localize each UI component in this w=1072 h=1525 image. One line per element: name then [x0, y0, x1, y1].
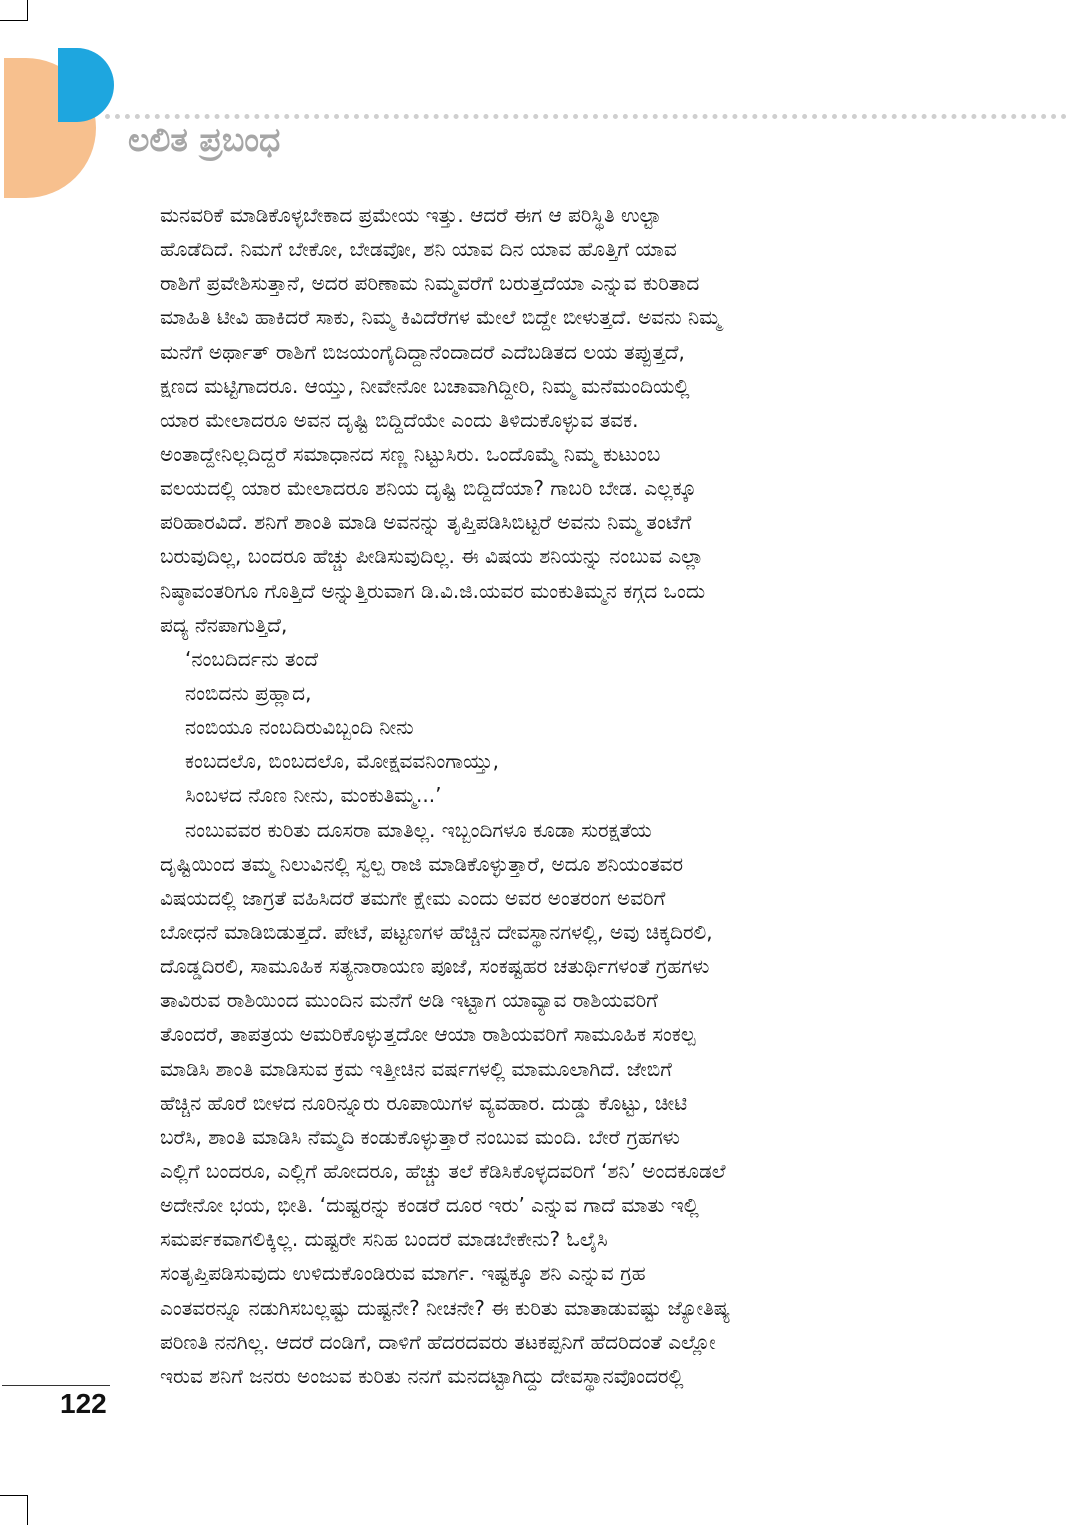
body-line: ಎಲ್ಲಿಗೆ ಬಂದರೂ, ಎಲ್ಲಿಗೆ ಹೋದರೂ, ಹೆಚ್ಚು ತಲೆ ಕೆಡಿಸಿಕೊಳ್ಳದವರಿಗೆ ‘ಶನಿ’ ಅಂದಕೂಡಲೆ [160, 1158, 726, 1183]
body-line: ತಾವಿರುವ ರಾಶಿಯಿಂದ ಮುಂದಿನ ಮನೆಗೆ ಅಡಿ ಇಟ್ಟಾಗ ಯಾವ್ಯಾವ ರಾಶಿಯವರಿಗೆ [160, 988, 658, 1013]
body-line: ಬರೆಸಿ, ಶಾಂತಿ ಮಾಡಿಸಿ ನೆಮ್ಮದಿ ಕಂಡುಕೊಳ್ಳುತ್ತಾರೆ ನಂಬುವ ಮಂದಿ. ಬೇರೆ ಗ್ರಹಗಳು [160, 1124, 680, 1149]
body-line: ಪರಿಣತಿ ನನಗಿಲ್ಲ. ಆದರೆ ದಂಡಿಗೆ, ದಾಳಿಗೆ ಹೆದರದವರು ತಟಕಪ್ಪನಿಗೆ ಹೆದರಿದಂತೆ ಎಲ್ಲೋ [160, 1329, 716, 1354]
body-line: ಎಂತವರನ್ನೂ ನಡುಗಿಸಬಲ್ಲಷ್ಟು ದುಷ್ಟನೇ? ನೀಚನೇ? ಈ ಕುರಿತು ಮಾತಾಡುವಷ್ಟು ಜ್ಯೋತಿಷ್ಯ [160, 1295, 731, 1320]
body-line: ಕ್ಷಣದ ಮಟ್ಟಿಗಾದರೂ. ಆಯ್ತು, ನೀವೇನೋ ಬಚಾವಾಗಿದ್ದೀರಿ, ನಿಮ್ಮ ಮನೆಮಂದಿಯಲ್ಲಿ [160, 373, 690, 398]
poem-line: ಸಿಂಬಳದ ನೊಣ ನೀನು, ಮಂಕುತಿಮ್ಮ...’ [185, 783, 442, 808]
body-line: ಅಂತಾದ್ದೇನಿಲ್ಲದಿದ್ದರೆ ಸಮಾಧಾನದ ಸಣ್ಣ ನಿಟ್ಟುಸಿರು. ಒಂದೊಮ್ಮೆ ನಿಮ್ಮ ಕುಟುಂಬ [160, 441, 661, 466]
page-number: 122 [60, 1388, 107, 1419]
body-line: ಬರುವುದಿಲ್ಲ, ಬಂದರೂ ಹೆಚ್ಚು ಪೀಡಿಸುವುದಿಲ್ಲ. ಈ ವಿಷಯ ಶನಿಯನ್ನು ನಂಬುವ ಎಲ್ಲಾ [160, 544, 704, 569]
body-line: ಸಮರ್ಪಕವಾಗಲಿಕ್ಕಿಲ್ಲ. ದುಷ್ಟರೇ ಸನಿಹ ಬಂದರೆ ಮಾಡಬೇಕೇನು? ಓಲೈಸಿ [160, 1227, 608, 1252]
body-line: ಬೋಧನೆ ಮಾಡಿಬಿಡುತ್ತದೆ. ಪೇಟೆ, ಪಟ್ಟಣಗಳ ಹೆಚ್ಚಿನ ದೇವಸ್ಥಾನಗಳಲ್ಲಿ, ಅವು ಚಿಕ್ಕದಿರಲಿ, [160, 919, 713, 944]
article-body [160, 198, 920, 1393]
crop-mark-bottom-left-vertical [27, 1495, 28, 1525]
body-line: ಪರಿಹಾರವಿದೆ. ಶನಿಗೆ ಶಾಂತಿ ಮಾಡಿ ಅವನನ್ನು ತೃಪ್ತಿಪಡಿಸಿಬಿಟ್ಟರೆ ಅವನು ನಿಮ್ಮ ತಂಟೆಗೆ [160, 510, 692, 535]
crop-mark-top-left-vertical [27, 0, 28, 20]
poem-line: ನಂಬಿದನು ಪ್ರಹ್ಲಾದ, [185, 680, 312, 705]
body-line: ವಲಯದಲ್ಲಿ ಯಾರ ಮೇಲಾದರೂ ಶನಿಯ ದೃಷ್ಟಿ ಬಿದ್ದಿದೆಯಾ? ಗಾಬರಿ ಬೇಡ. ಎಲ್ಲಕ್ಕೂ [160, 476, 697, 501]
crop-mark-bottom-left [0, 1495, 28, 1496]
poem-line: ಕಂಬದಲೊ, ಬಿಂಬದಲೊ, ಮೋಕ್ಷವವನಿಂಗಾಯ್ತು, [185, 749, 499, 774]
body-line: ಹೊಡೆದಿದೆ. ನಿಮಗೆ ಬೇಕೋ, ಬೇಡವೋ, ಶನಿ ಯಾವ ದಿನ ಯಾವ ಹೊತ್ತಿಗೆ ಯಾವ [160, 237, 677, 262]
body-line: ದೃಷ್ಟಿಯಿಂದ ತಮ್ಮ ನಿಲುವಿನಲ್ಲಿ ಸ್ವಲ್ಪ ರಾಜಿ ಮಾಡಿಕೊಳ್ಳುತ್ತಾರೆ, ಅದೂ ಶನಿಯಂತವರ [160, 851, 684, 876]
body-line: ದೊಡ್ಡದಿರಲಿ, ಸಾಮೂಹಿಕ ಸತ್ಯನಾರಾಯಣ ಪೂಜೆ, ಸಂಕಷ್ಟಹರ ಚತುರ್ಥಿಗಳಂತೆ ಗ್ರಹಗಳು [160, 954, 710, 979]
body-line: ಸಂತೃಪ್ತಿಪಡಿಸುವುದು ಉಳಿದುಕೊಂಡಿರುವ ಮಾರ್ಗ. ಇಷ್ಟಕ್ಕೂ ಶನಿ ಎನ್ನುವ ಗ್ರಹ [160, 1261, 646, 1286]
body-line: ವಿಷಯದಲ್ಲಿ ಜಾಗ್ರತೆ ವಹಿಸಿದರೆ ತಮಗೇ ಕ್ಷೇಮ ಎಂದು ಅವರ ಅಂತರಂಗ ಅವರಿಗೆ [160, 885, 666, 910]
crop-mark-top-left [0, 20, 28, 21]
poem-line: ನಂಬಿಯೂ ನಂಬದಿರುವಿಬ್ಬಂದಿ ನೀನು [185, 715, 414, 740]
body-line: ಮಾಹಿತಿ ಟೀವಿ ಹಾಕಿದರೆ ಸಾಕು, ನಿಮ್ಮ ಕಿವಿದೆರೆಗಳ ಮೇಲೆ ಬಿದ್ದೇ ಬೀಳುತ್ತದೆ. ಅವನು ನಿಮ್ಮ [160, 305, 721, 330]
body-line: ರಾಶಿಗೆ ಪ್ರವೇಶಿಸುತ್ತಾನೆ, ಅದರ ಪರಿಣಾಮ ನಿಮ್ಮವರೆಗೆ ಬರುತ್ತದೆಯಾ ಎನ್ನುವ ಕುರಿತಾದ [160, 271, 700, 296]
decorative-blue-shape [58, 48, 114, 122]
body-line: ತೊಂದರೆ, ತಾಪತ್ರಯ ಅಮರಿಕೊಳ್ಳುತ್ತದೋ ಆಯಾ ರಾಶಿಯವರಿಗೆ ಸಾಮೂಹಿಕ ಸಂಕಲ್ಪ [160, 1022, 696, 1047]
body-line: ಅದೇನೋ ಭಯ, ಭೀತಿ. ‘ದುಷ್ಟರನ್ನು ಕಂಡರೆ ದೂರ ಇರು’ ಎನ್ನುವ ಗಾದೆ ಮಾತು ಇಲ್ಲಿ [160, 1193, 699, 1218]
body-line: ಮಾಡಿಸಿ ಶಾಂತಿ ಮಾಡಿಸುವ ಕ್ರಮ ಇತ್ತೀಚಿನ ವರ್ಷಗಳಲ್ಲಿ ಮಾಮೂಲಾಗಿದೆ. ಜೇಬಿಗೆ [160, 1056, 672, 1081]
body-line: ಮನೆಗೆ ಅರ್ಥಾತ್ ರಾಶಿಗೆ ಬಿಜಯಂಗೈದಿದ್ದಾನೆಂದಾದರೆ ಎದೆಬಡಿತದ ಲಯ ತಪ್ಪುತ್ತದೆ, [160, 339, 685, 364]
poem-line: ‘ನಂಬದಿರ್ದನು ತಂದೆ [185, 646, 319, 671]
body-line: ಮನವರಿಕೆ ಮಾಡಿಕೊಳ್ಳಬೇಕಾದ ಪ್ರಮೇಯ ಇತ್ತು. ಆದರೆ ಈಗ ಆ ಪರಿಸ್ಥಿತಿ ಉಲ್ಟಾ [160, 203, 661, 227]
body-line: ಪದ್ಯ ನೆನಪಾಗುತ್ತಿದೆ, [160, 612, 288, 637]
section-title: ಲಲಿತ ಪ್ರಬಂಧ [128, 120, 281, 159]
body-line: ಇರುವ ಶನಿಗೆ ಜನರು ಅಂಜುವ ಕುರಿತು ನನಗೆ ಮನದಟ್ಟಾಗಿದ್ದು ದೇವಸ್ಥಾನವೊಂದರಲ್ಲಿ [160, 1363, 684, 1388]
footer-rule [2, 1385, 110, 1386]
body-line: ನಿಷ್ಠಾವಂತರಿಗೂ ಗೊತ್ತಿದೆ ಅನ್ನುತ್ತಿರುವಾಗ ಡಿ.ವಿ.ಜಿ.ಯವರ ಮಂಕುತಿಮ್ಮನ ಕಗ್ಗದ ಒಂದು [160, 578, 706, 603]
body-line: ನಂಬುವವರ ಕುರಿತು ದೂಸರಾ ಮಾತಿಲ್ಲ. ಇಬ್ಬಂದಿಗಳೂ ಕೂಡಾ ಸುರಕ್ಷತೆಯ [185, 817, 652, 842]
body-line: ಯಾರ ಮೇಲಾದರೂ ಅವನ ದೃಷ್ಟಿ ಬಿದ್ದಿದೆಯೇ ಎಂದು ತಿಳಿದುಕೊಳ್ಳುವ ತವಕ. [160, 407, 639, 432]
body-line: ಹೆಚ್ಚಿನ ಹೊರೆ ಬೀಳದ ನೂರಿನ್ನೂರು ರೂಪಾಯಿಗಳ ವ್ಯವಹಾರ. ದುಡ್ಡು ಕೊಟ್ಟು, ಚೀಟಿ [160, 1090, 688, 1115]
dotted-rule [105, 114, 1067, 119]
